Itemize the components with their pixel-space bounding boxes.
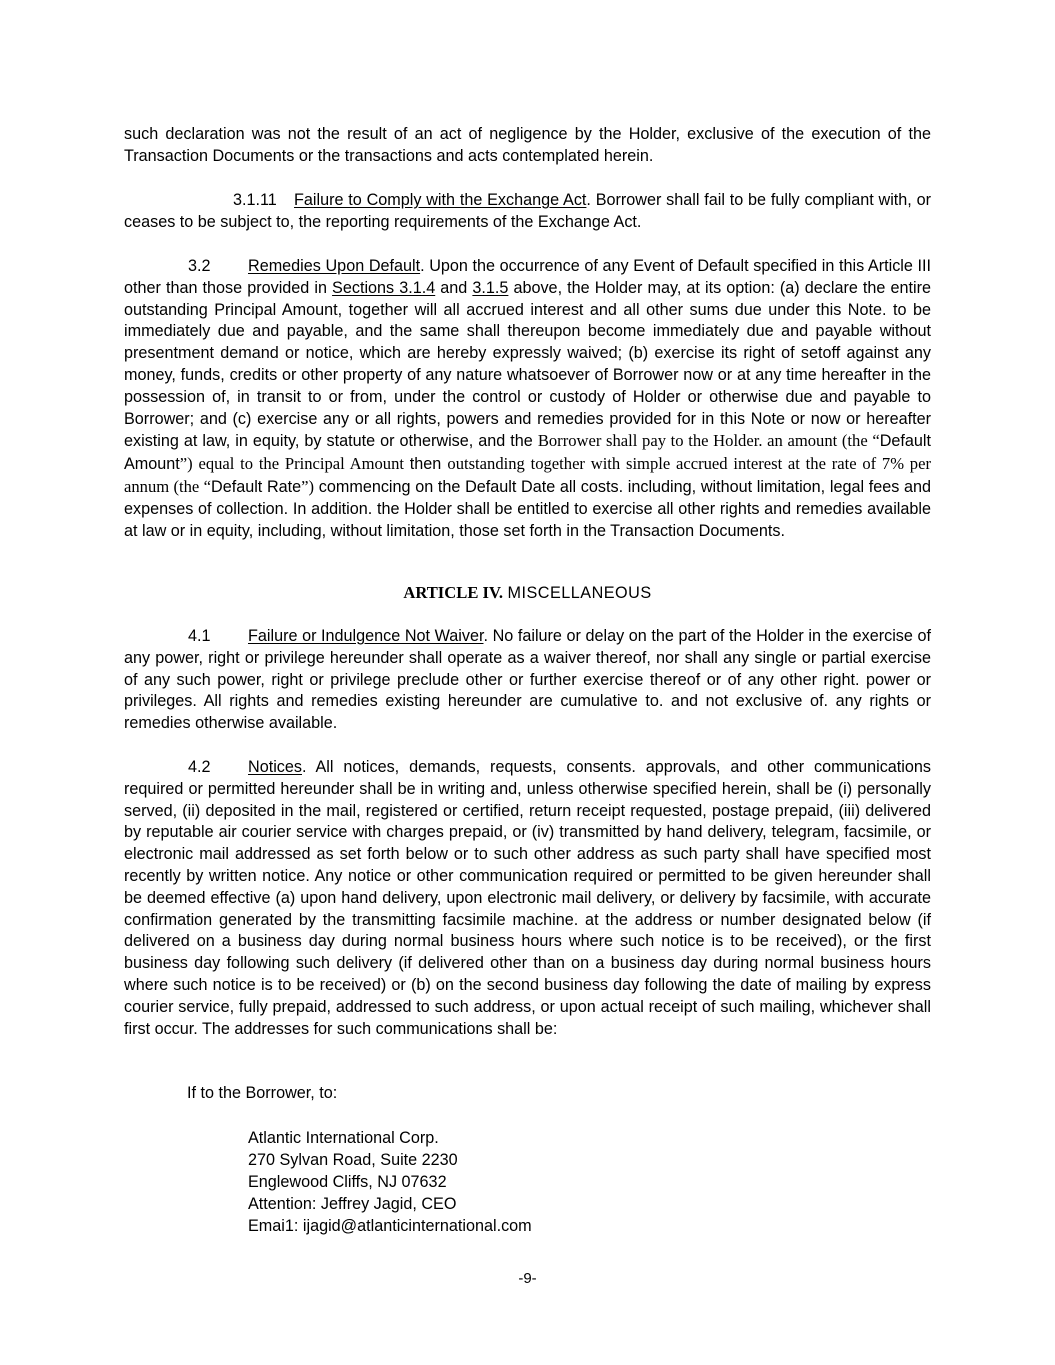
- section-body: Borrower shall pay to the Holder. an amount (the “: [537, 431, 880, 451]
- section-4-2: [124, 757, 931, 1040]
- address-email: Emai1: ijagid@atlanticinternational.com: [248, 1217, 532, 1235]
- address-street: 270 Sylvan Road, Suite 2230: [248, 1151, 458, 1169]
- article-title: MISCELLANEOUS: [507, 584, 652, 602]
- defined-term: Default Amount: [124, 432, 931, 474]
- borrower-address: [248, 1127, 532, 1237]
- section-number: 3.2: [188, 257, 211, 275]
- section-body: commencing on the Default Date all costs. including, without limitation, legal fees and expenses of collection. In addition. the Holder shall be entitled to exercise all other rights and remedies available at law or in equity, including, without limitation, those set forth in the Transaction Documents.: [124, 477, 932, 540]
- paragraph-text: such declaration was not the result of an act of negligence by the Holder, exclusive of the execution of the Transaction Documents or the transactions and acts contemplated herein.: [124, 125, 931, 165]
- section-body: then: [409, 455, 448, 474]
- section-body: above, the Holder may, at its option: (a) declare the entire outstanding Principal Amount, together will all accrued interest and all other sums due under this Note. to be immediately due and payable, and the same shall thereupon become immediately due and payable without presentment demand or notice, which are hereby expressly waived; (b) exercise its right of setoff against any money, funds, credits or other property of any nature whatsoever of Borrower now or at any time hereafter in the possession of, in transit to or from, under the control or custody of Holder or otherwise due and payable to Borrower; and (c) exercise any or all rights, powers and remedies provided for in this Note or now or hereafter existing at law, in equity, by statute or otherwise, and the: [124, 278, 931, 451]
- address-city: Englewood Cliffs, NJ 07632: [248, 1173, 447, 1191]
- section-3-1-11: [124, 190, 931, 234]
- page-number: -9-: [518, 1270, 537, 1287]
- section-heading: Remedies Upon Default: [248, 257, 421, 275]
- section-number: 4.2: [188, 758, 211, 776]
- section-body: . All notices, demands, requests, consents. approvals, and other communications required or permitted hereunder shall be in writing and, unless otherwise specified herein, shall be (i) personally served, (ii) deposited in the mail, registered or certified, return receipt requested, postage prepaid, (iii) delivered by reputable air courier service with charges prepaid, or (iv) transmitted by hand delivery, telegram, facsimile, or electronic mail addressed as set forth below or to such other address as such party shall have specified most recently by written notice. Any notice or other communication required or permitted to be given hereunder shall be deemed effective (a) upon hand delivery, upon electronic mail delivery, or delivery by facsimile, with accurate confirmation generated by the transmitting facsimile machine. at the address or number designated below (if delivered on a business day during normal business hours where such notice is to be received), or the first business day following such delivery (if delivered other than on a business day during normal business hours where such notice is to be received) or (b) on the second business day following the date of mailing by express courier service, fully prepaid, addressed to such address, or upon actual receipt of such mailing, whichever shall first occur. The addresses for such communications shall be:: [124, 758, 931, 1038]
- section-body: ”): [301, 476, 315, 496]
- section-body: and: [435, 278, 473, 297]
- section-body: . No failure or delay on the part of the Holder in the exercise of any power, right or privilege hereunder shall operate as a waiver thereof, nor shall any single or partial exercise of any such power, right or privilege preclude other or further exercise thereof or of any other right. power or privileges. All rights and remedies existing hereunder are cumulative to. and not exclusive of. any rights or remedies otherwise available.: [124, 627, 931, 733]
- article-label: ARTICLE IV.: [403, 583, 503, 602]
- article-heading: [124, 582, 931, 605]
- section-body: ”) equal to the Principal Amount: [179, 454, 410, 474]
- section-4-1: [124, 626, 931, 735]
- section-body: . Upon the occurrence of any Event of Default specified in this Article III other than those provided in: [124, 257, 931, 297]
- defined-term: Default Rate: [211, 477, 302, 496]
- paragraph-declaration: [124, 124, 931, 168]
- section-reference: Sections 3.1.4: [332, 278, 436, 297]
- address-company: Atlantic International Corp.: [248, 1129, 439, 1147]
- section-body: . Borrower shall fail to be fully compliant with, or ceases to be subject to, the reporting requirements of the Exchange Act.: [124, 191, 931, 231]
- section-reference: 3.1.5: [472, 278, 509, 297]
- section-heading: Failure to Comply with the Exchange Act: [294, 191, 587, 209]
- section-number: 3.1.11: [233, 191, 277, 209]
- recipient-line: If to the Borrower, to:: [187, 1084, 338, 1102]
- section-body: outstanding together with simple accrued interest at the rate of 7% per annum (the “: [124, 454, 931, 496]
- section-3-2: [124, 256, 931, 542]
- section-heading: Failure or Indulgence Not Waiver: [248, 627, 484, 645]
- section-heading: Notices: [248, 758, 302, 776]
- section-number: 4.1: [188, 627, 211, 645]
- address-attention: Attention: Jeffrey Jagid, CEO: [248, 1195, 457, 1213]
